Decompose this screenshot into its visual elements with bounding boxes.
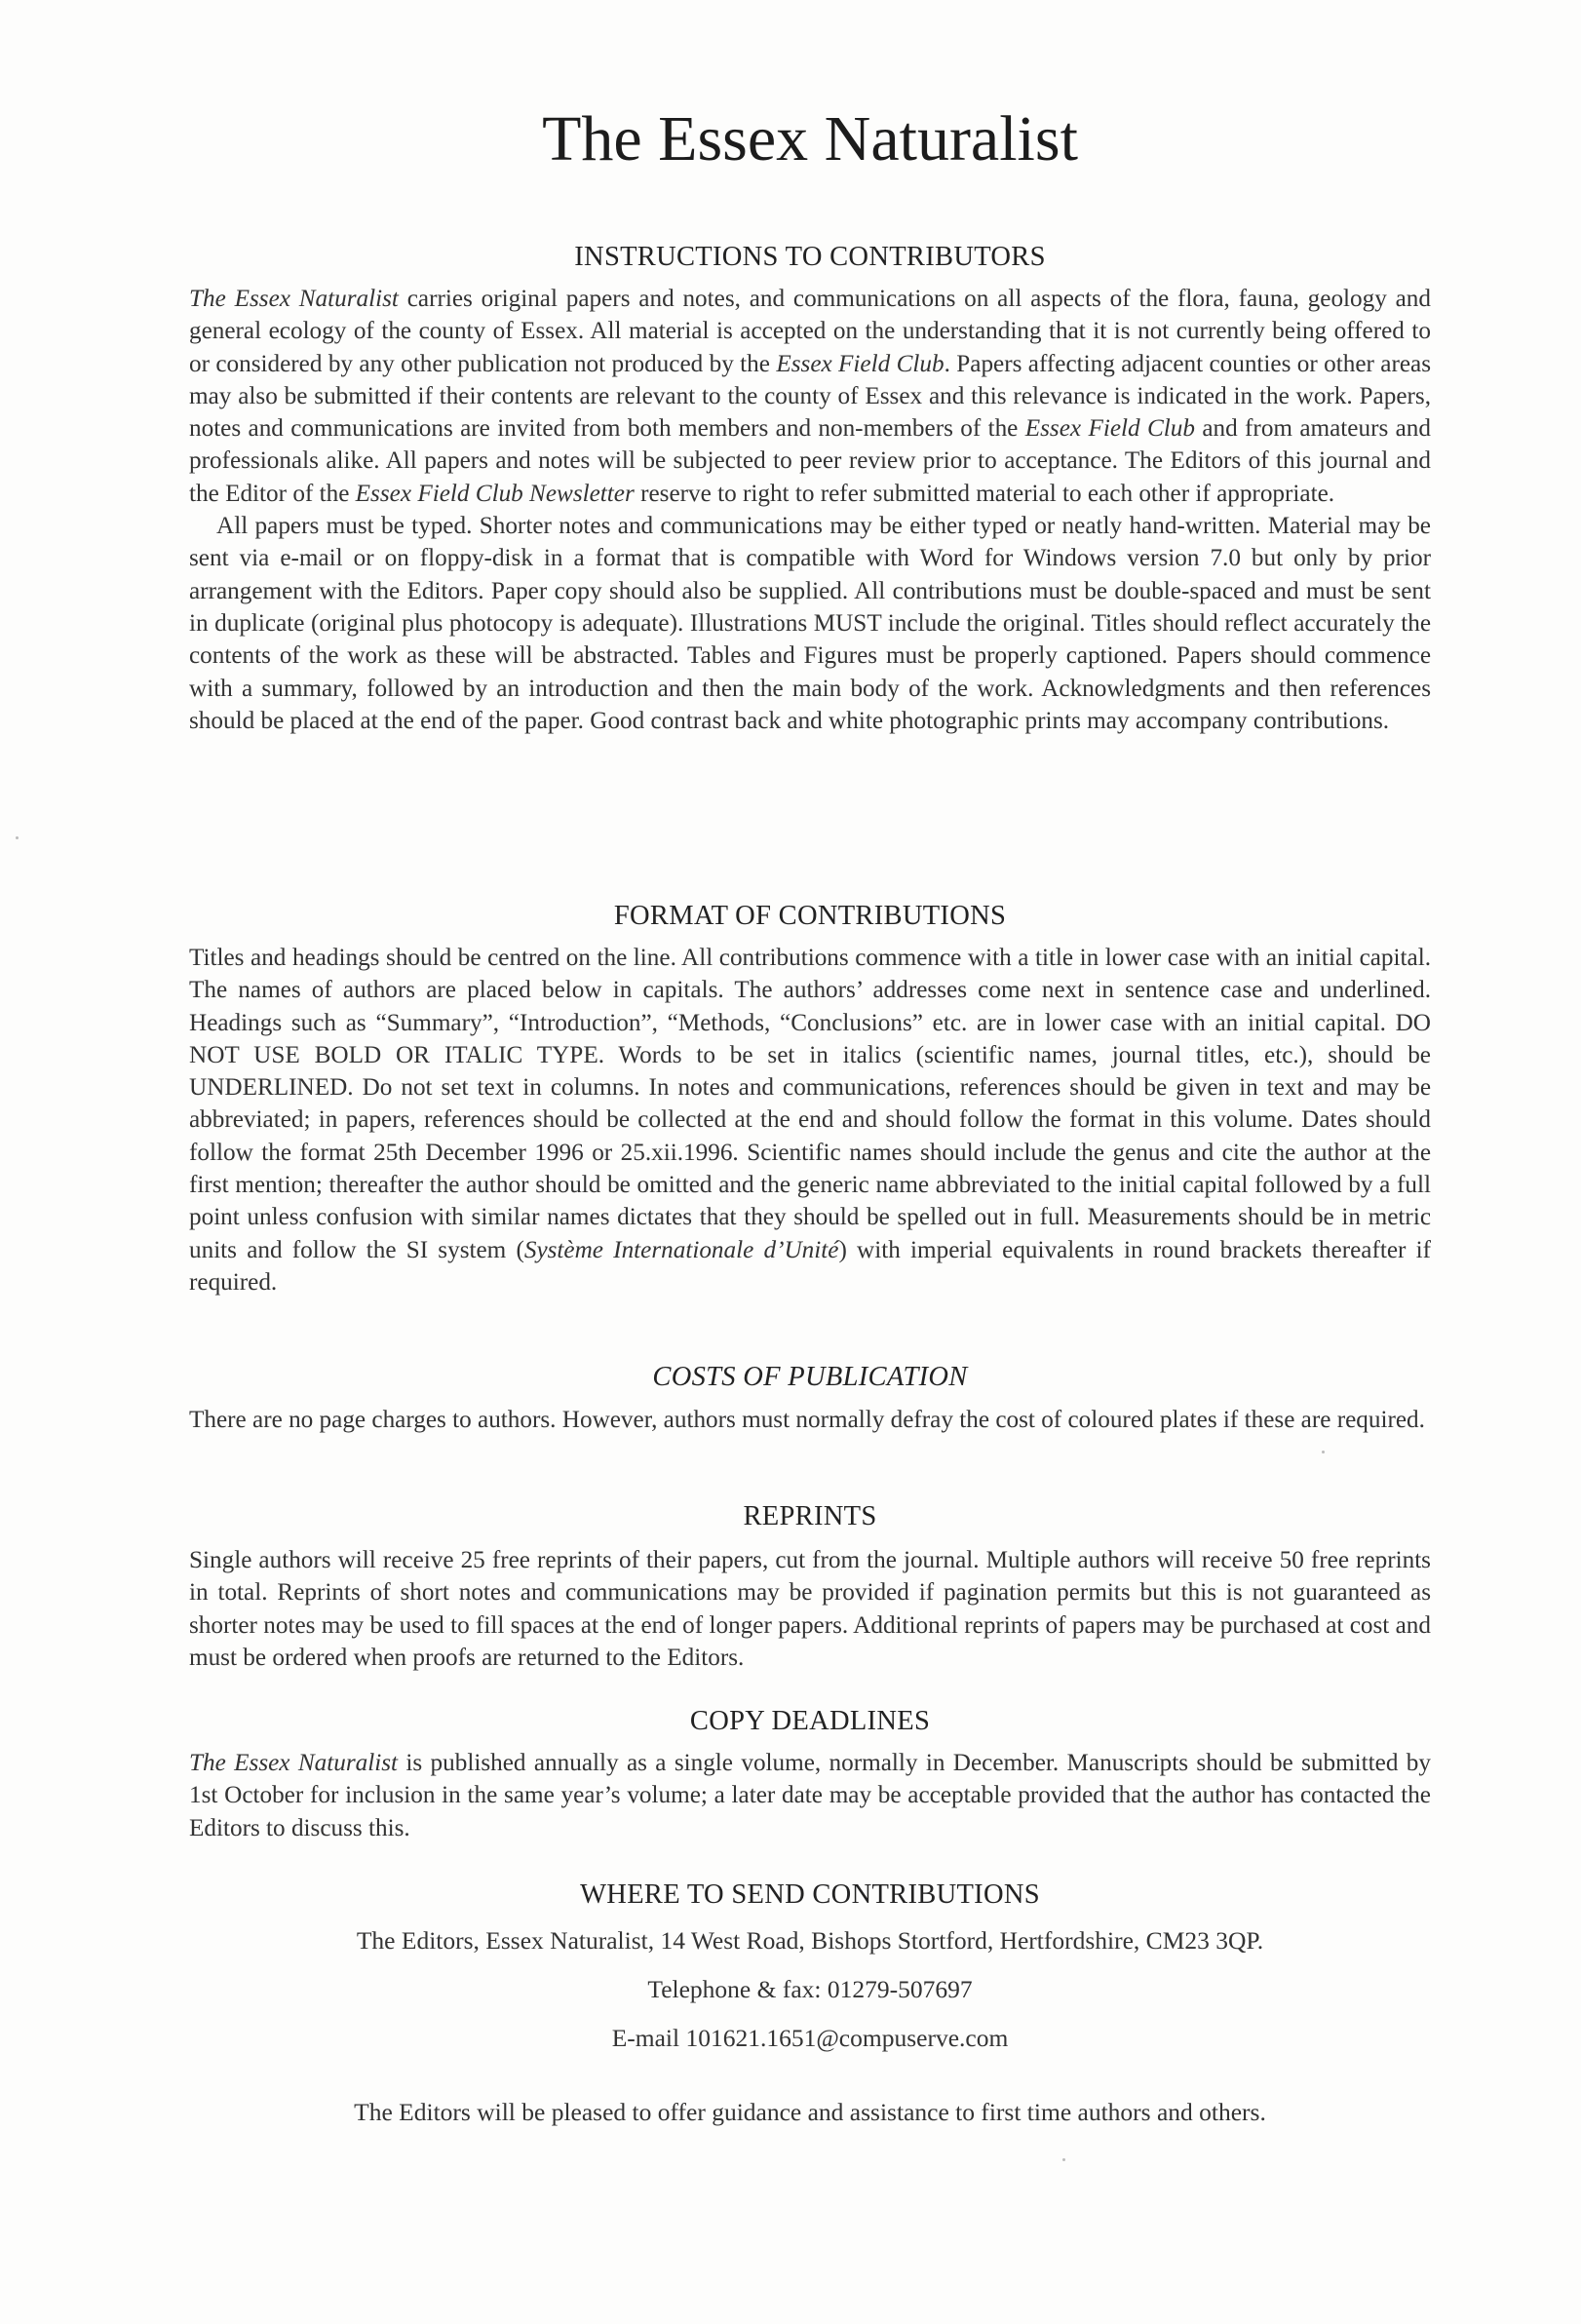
editors-address: The Editors, Essex Naturalist, 14 West Road, Bishops Stortford, Hertfordshire, CM23 3QP. — [356, 1926, 1264, 1955]
club-name-italic: Essex Field Club — [1024, 415, 1195, 443]
instructions-text: reserve to right to refer submitted material to each other if appropriate. — [634, 480, 1335, 507]
club-name-italic: Essex Field Club — [776, 350, 945, 377]
closing-note: The Editors will be pleased to offer guidance and assistance to first time authors and others. — [354, 2098, 1266, 2126]
newsletter-name-italic: Essex Field Club Newsletter — [355, 480, 635, 507]
telephone-fax: Telephone & fax: 01279-507697 — [647, 1975, 973, 2003]
format-text: ) with imperial equivalents in round brackets thereafter if required. — [189, 1236, 1431, 1296]
instructions-body — [189, 283, 1431, 737]
format-text: Titles and headings should be centred on the line. All contributions commence with a title in lower case with an initial capital. The names of authors are placed below in capitals. The authors’ addresses come next in sentence case and underlined. Headings such as “Summary”, “Introduction”, “Methods, “Conclusions” etc. are in lower case with an initial capital. DO NOT USE BOLD OR ITALIC TYPE. Words to be set in italics (scientific names, journal titles, etc.), should be UNDERLINED. Do not set text in columns. In notes and communications, references should be given in text and may be abbreviated; in papers, references should be collected at the end and should follow the format in this volume. Dates should follow the format 25th December 1996 or 25.xii.1996. Scientific names should include the genus and cite the author at the first mention; thereafter the author should be omitted and the generic name abbreviated to the initial capital followed by a full point unless confusion with similar names dictates that they should be spelled out in full. Measurements should be in metric units and follow the SI system ( — [189, 945, 1431, 1263]
journal-title: The Essex Naturalist — [542, 103, 1078, 174]
scan-speck — [1062, 2158, 1065, 2161]
costs-body — [189, 1404, 1431, 1436]
instructions-heading: INSTRUCTIONS TO CONTRIBUTORS — [574, 242, 1046, 272]
costs-heading: COSTS OF PUBLICATION — [652, 1362, 968, 1392]
deadlines-heading: COPY DEADLINES — [689, 1706, 931, 1736]
format-paragraph — [189, 942, 1431, 1298]
deadlines-body — [189, 1747, 1431, 1844]
format-heading: FORMAT OF CONTRIBUTIONS — [613, 901, 1007, 931]
instructions-paragraph-1 — [189, 283, 1431, 510]
reprints-body — [189, 1544, 1431, 1674]
scan-speck — [16, 836, 19, 839]
instructions-paragraph-2: All papers must be typed. Shorter notes and communications may be either typed or neatly hand-written. Material may be sent via e-mail or on floppy-disk in a format that is compatible with Word for Windows version 7.0 but only by prior arrangement with the Editors. Paper copy should also be supplied. All contributions must be double-spaced and must be sent in duplicate (original plus photocopy is adequate). Illustrations MUST include the original. Titles should reflect accurately the contents of the work as these will be abstracted. Tables and Figures must be properly captioned. Papers should commence with a summary, followed by an introduction and then the main body of the work. Acknowledgments and then references should be placed at the end of the paper. Good contrast back and white photographic prints may accompany contributions. — [189, 513, 1431, 734]
reprints-paragraph: Single authors will receive 25 free reprints of their papers, cut from the journal. Multiple authors will receive 50 free reprints in total. Reprints of short notes and communications may be provided if pagination permits but this is not guaranteed as shorter notes may be used to fill spaces at the end of longer papers. Additional reprints of papers may be purchased at cost and must be ordered when proofs are returned to the Editors. — [189, 1547, 1431, 1671]
scan-speck — [1322, 1451, 1325, 1453]
instructions-text: . Papers affecting adjacent counties or other areas may also be submitted if their contents are relevant to the county of Essex and this relevance is indicated in the work. Papers, notes and communications are invited from both members and non-members of the — [189, 350, 1431, 443]
deadlines-text: is published annually as a single volume, normally in December. Manuscripts should be submitted by 1st October for inclusion in the same year’s volume; a later date may be acceptable provided that the author has contacted the Editors to discuss this. — [189, 1750, 1431, 1841]
format-body — [189, 942, 1431, 1298]
reprints-heading: REPRINTS — [743, 1501, 877, 1531]
deadlines-paragraph — [189, 1747, 1431, 1844]
costs-paragraph: There are no page charges to authors. However, authors must normally defray the cost of coloured plates if these are required. — [189, 1407, 1425, 1433]
send-heading: WHERE TO SEND CONTRIBUTIONS — [580, 1879, 1040, 1910]
si-name-italic: Système Internationale d’Unité — [523, 1236, 839, 1263]
journal-name-italic: The Essex Naturalist — [189, 1750, 399, 1776]
email-address: E-mail 101621.1651@compuserve.com — [611, 2024, 1009, 2052]
instructions-text: carries original papers and notes, and communications on all aspects of the flora, fauna, geology and general ecology of the county of Essex. All material is accepted on the understanding that it is not currently being offered to or considered by any other publication not produced by the — [189, 286, 1431, 377]
journal-name-italic: The Essex Naturalist — [189, 286, 399, 312]
document-page — [189, 0, 1431, 2324]
instructions-text: and from amateurs and professionals alike. All papers and notes will be subjected to peer review prior to acceptance. The Editors of this journal and the Editor of the — [189, 415, 1431, 507]
